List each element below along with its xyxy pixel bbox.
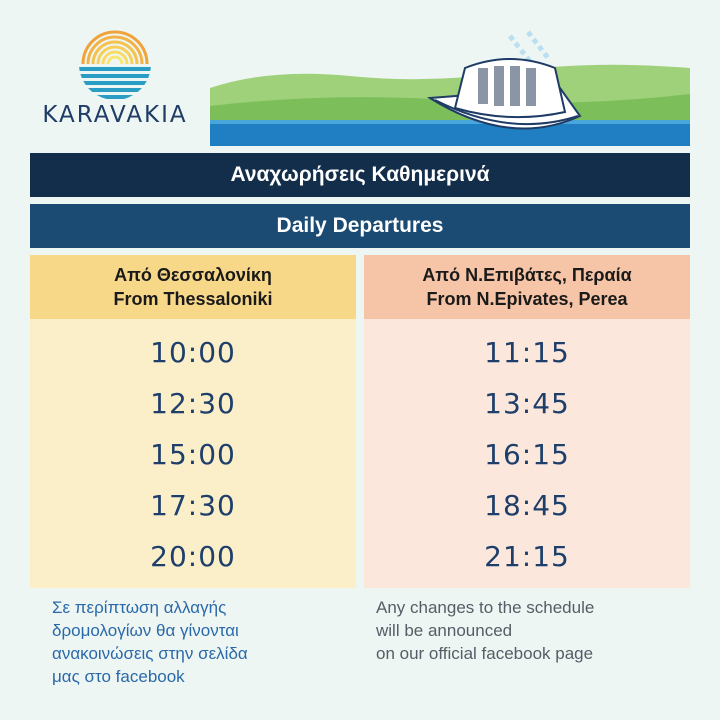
note-line: Σε περίπτωση αλλαγής: [52, 598, 227, 617]
departure-time: 18:45: [484, 489, 570, 522]
note-line: will be announced: [376, 621, 513, 640]
departure-time: 13:45: [484, 387, 570, 420]
note-line: δρομολογίων θα γίνονται: [52, 621, 239, 640]
note-line: on our official facebook page: [376, 644, 594, 663]
departure-time: 12:30: [150, 387, 236, 420]
column-header: [364, 255, 690, 319]
schedule-from-thessaloniki: [30, 255, 356, 588]
note-line: ανακοινώσεις στην σελίδα: [52, 644, 248, 663]
departure-time: 17:30: [150, 489, 236, 522]
column-header-greek: Από Ν.Επιβάτες, Περαία: [422, 265, 632, 285]
brand-logo: [40, 22, 190, 132]
departure-time: 10:00: [150, 336, 236, 369]
departure-time: 16:15: [484, 438, 570, 471]
departure-time: 20:00: [150, 540, 236, 573]
departure-time: 21:15: [484, 540, 570, 573]
schedule-from-epivates-perea: [364, 255, 690, 588]
column-header: [30, 255, 356, 319]
column-header-english: From N.Epivates, Perea: [426, 289, 628, 309]
note-line: μας στο facebook: [52, 667, 185, 686]
column-header-greek: Από Θεσσαλονίκη: [114, 265, 272, 285]
title-greek: Αναχωρήσεις Καθημερινά: [30, 153, 690, 197]
brand-name: KARAVAKIA: [42, 102, 188, 128]
note-line: Any changes to the schedule: [376, 598, 595, 617]
departure-time: 11:15: [484, 336, 570, 369]
boat-illustration: [210, 28, 690, 146]
sunset-sea-logo-icon: [77, 26, 153, 102]
schedule-change-note-english: [376, 596, 696, 665]
column-header-english: From Thessaloniki: [113, 289, 273, 309]
title-english: Daily Departures: [30, 204, 690, 248]
schedule-change-note-greek: [52, 596, 352, 688]
departure-time: 15:00: [150, 438, 236, 471]
